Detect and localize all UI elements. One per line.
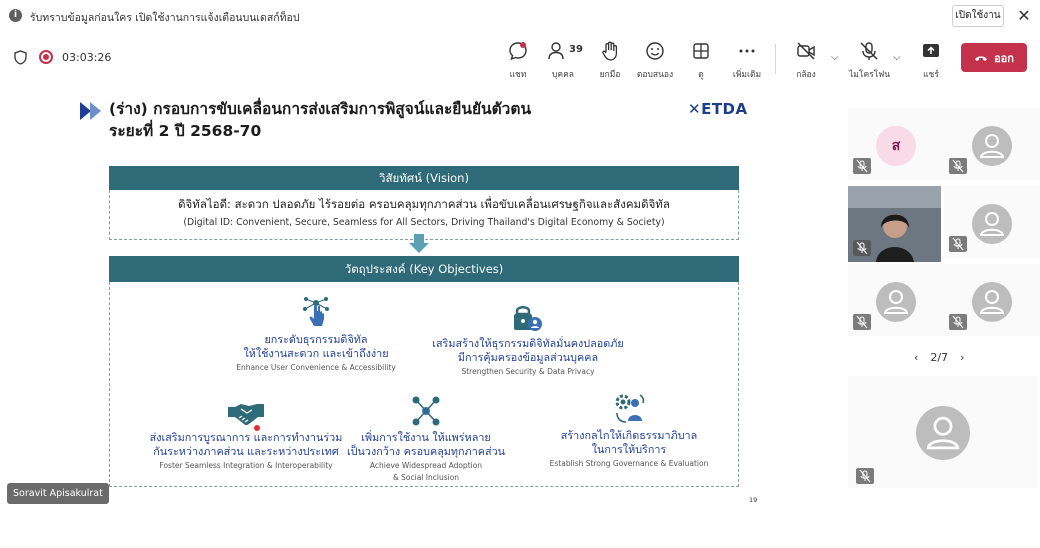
- objective-item: [423, 303, 633, 377]
- more-label: เพิ่มเติม: [732, 70, 762, 80]
- smiley-icon: [644, 40, 666, 62]
- objective-item: [226, 295, 406, 373]
- mic-muted-icon: [949, 158, 967, 174]
- objective-item: [146, 401, 346, 471]
- slide-title-line2: ระยะที่ 2 ปี 2568-70: [109, 122, 262, 140]
- view-button[interactable]: [681, 40, 721, 82]
- mic-muted-icon: [853, 240, 871, 256]
- meeting-toolbar: [0, 36, 1040, 82]
- objective-english-line: Strengthen Security & Data Privacy: [461, 367, 595, 376]
- lock-user-icon: [512, 303, 544, 333]
- objective-thai-line: เป็นวงกว้าง ครอบคลุมทุกภาคส่วน: [346, 445, 506, 458]
- avatar: [916, 406, 970, 460]
- participant-video-tile[interactable]: [848, 186, 941, 262]
- info-icon: i: [9, 9, 22, 22]
- mic-muted-icon: [853, 314, 871, 330]
- objective-item: [534, 391, 724, 469]
- camera-button[interactable]: [786, 40, 826, 82]
- objective-english-line: Establish Strong Governance & Evaluation: [549, 459, 709, 468]
- shared-slide: [66, 92, 768, 512]
- vision-box: [109, 190, 739, 240]
- chat-icon: [507, 40, 529, 62]
- gallery-page-indicator: 2/7: [930, 351, 949, 364]
- objective-thai-line: ส่งเสริมการบูรณาการ และการทำงานร่วม: [149, 431, 343, 444]
- objective-thai-line: ในการให้บริการ: [591, 443, 667, 456]
- close-icon[interactable]: ✕: [1017, 6, 1031, 25]
- react-button[interactable]: [635, 40, 675, 82]
- objective-item: [344, 395, 508, 483]
- objective-thai-line: ยกระดับธุรกรรมดิจิทัล: [264, 333, 368, 346]
- mic-button[interactable]: [849, 40, 889, 82]
- hand-icon: [599, 40, 621, 62]
- objective-english-line: & Social Inclusion: [392, 473, 460, 482]
- vision-header: วิสัยทัศน์ (Vision): [109, 166, 739, 190]
- grid-icon: [690, 40, 712, 62]
- presenter-name-tag: Soravit Apisakulrat: [7, 483, 109, 504]
- participant-tile-large[interactable]: [848, 376, 1038, 488]
- participant-tile[interactable]: [848, 264, 944, 336]
- mic-muted-icon: [949, 236, 967, 252]
- touch-network-icon: [301, 295, 331, 329]
- share-icon: [920, 40, 942, 62]
- recording-icon: [39, 50, 53, 64]
- leave-button[interactable]: [961, 43, 1027, 72]
- participant-tile[interactable]: [944, 186, 1040, 258]
- governance-gear-icon: [612, 391, 646, 425]
- down-arrow-icon: [408, 234, 430, 254]
- avatar: [876, 282, 916, 322]
- objective-english-line: Foster Seamless Integration & Interoperability: [159, 461, 333, 470]
- laser-pointer-dot: [254, 425, 260, 431]
- people-icon: [547, 40, 569, 62]
- leave-label: ออก: [994, 51, 1014, 65]
- avatar: [972, 126, 1012, 166]
- previous-page-chevron-icon[interactable]: ‹: [914, 351, 919, 364]
- chat-label: แชท: [509, 70, 527, 80]
- objectives-header: วัตถุประสงค์ (Key Objectives): [109, 256, 739, 282]
- notification-message: รับทราบข้อมูลก่อนใคร เปิดใช้งานการแจ้งเตือนบนเดสก์ท็อป: [30, 12, 300, 24]
- meeting-timer: 03:03:26: [62, 51, 112, 64]
- shield-icon: [14, 50, 27, 65]
- people-network-icon: [411, 395, 441, 427]
- mic-options-chevron-icon[interactable]: ⌵: [893, 52, 901, 63]
- objective-thai-line: กันระหว่างภาคส่วน และระหว่างประเทศ: [153, 445, 339, 458]
- notification-bar: [0, 0, 1040, 32]
- avatar: [972, 204, 1012, 244]
- share-label: แชร์: [923, 70, 939, 80]
- vision-english-text: (Digital ID: Convenient, Secure, Seamless for All Sectors, Driving Thailand's Digital Economy & Society): [183, 217, 665, 228]
- mic-muted-icon: [949, 314, 967, 330]
- enable-notifications-button[interactable]: เปิดใช้งาน: [952, 5, 1004, 27]
- chat-button[interactable]: [498, 40, 538, 82]
- avatar: ส: [876, 126, 916, 166]
- slide-title: [109, 98, 531, 142]
- objective-english-line: Enhance User Convenience & Accessibility: [236, 363, 396, 372]
- mic-muted-icon: [856, 468, 874, 484]
- handshake-icon: [227, 401, 265, 427]
- etda-logo: ✕ETDA: [688, 100, 748, 118]
- slide-page-number: 19: [749, 496, 758, 504]
- people-button[interactable]: [543, 40, 583, 82]
- avatar: [972, 282, 1012, 322]
- participant-tile[interactable]: [944, 264, 1040, 336]
- gallery-pager: [914, 351, 965, 364]
- objective-thai-line: เสริมสร้างให้ธุรกรรมดิจิทัลมั่นคงปลอดภัย: [432, 337, 624, 350]
- mic-label: ไมโครโฟน: [849, 70, 891, 80]
- mic-off-icon: [858, 40, 880, 62]
- more-button[interactable]: [727, 40, 767, 82]
- objective-thai-line: สร้างกลไกให้เกิดธรรมาภิบาล: [560, 429, 698, 442]
- slide-title-line1: (ร่าง) กรอบการขับเคลื่อนการส่งเสริมการพิสูจน์และยืนยันตัวตน: [109, 100, 532, 118]
- next-page-chevron-icon[interactable]: ›: [960, 351, 965, 364]
- people-count: 39: [569, 44, 583, 55]
- vision-thai-text: ดิจิทัลไอดี: สะดวก ปลอดภัย ไร้รอยต่อ ครอบคลุมทุกภาคส่วน เพื่อขับเคลื่อนเศรษฐกิจและสังคมดิจิทัล: [178, 197, 670, 211]
- camera-label: กล้อง: [796, 70, 816, 80]
- camera-options-chevron-icon[interactable]: ⌵: [831, 52, 839, 63]
- toolbar-divider: [775, 44, 776, 74]
- objective-thai-line: ให้ใช้งานสะดวก และเข้าถึงง่าย: [243, 347, 389, 360]
- title-arrows-icon: [79, 101, 105, 121]
- view-label: ดู: [698, 70, 704, 80]
- participant-tile[interactable]: [848, 108, 944, 180]
- objective-thai-line: เพิ่มการใช้งาน ให้แพร่หลาย: [361, 431, 491, 444]
- mic-muted-icon: [853, 158, 871, 174]
- participant-tile[interactable]: [944, 108, 1040, 180]
- objective-thai-line: มีการคุ้มครองข้อมูลส่วนบุคคล: [457, 351, 599, 364]
- people-label: บุคคล: [552, 70, 574, 80]
- raise-hand-label: ยกมือ: [599, 70, 621, 80]
- react-label: ตอบสนอง: [636, 70, 674, 80]
- share-button[interactable]: [911, 40, 951, 82]
- more-icon: [736, 40, 758, 62]
- raise-hand-button[interactable]: [590, 40, 630, 82]
- objective-english-line: Achieve Widespread Adoption: [369, 461, 483, 470]
- phone-hangup-icon: [974, 54, 988, 62]
- camera-off-icon: [795, 40, 817, 62]
